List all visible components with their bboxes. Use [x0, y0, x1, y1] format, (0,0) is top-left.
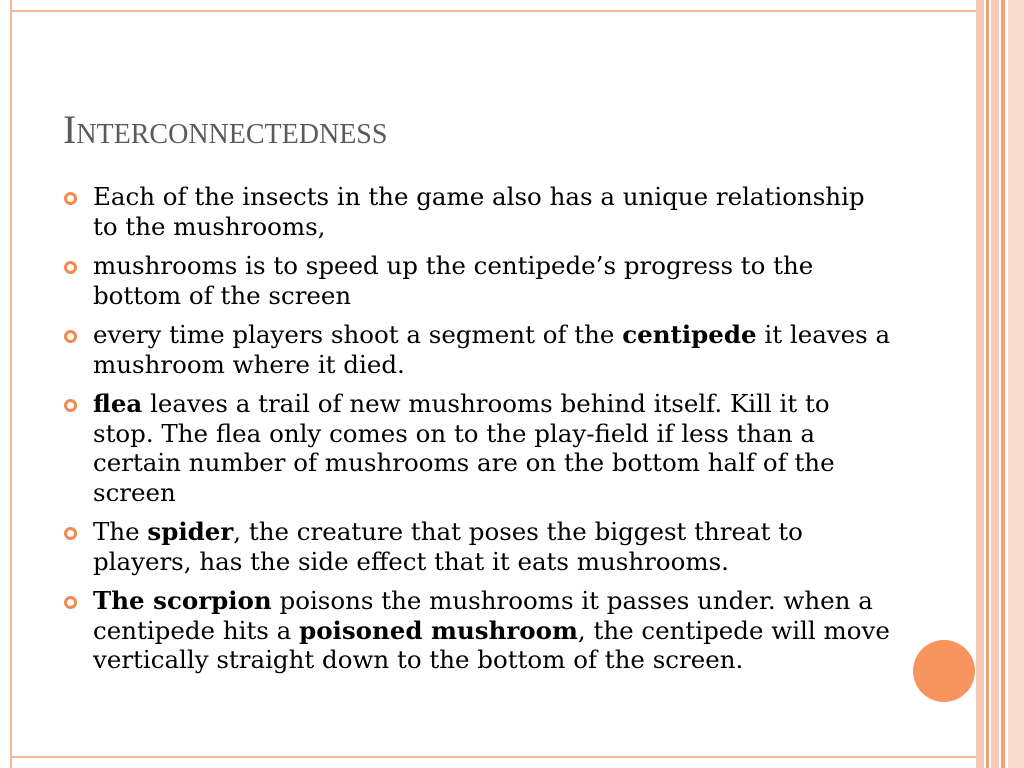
decorative-stripe — [1008, 0, 1024, 768]
bold-term: flea — [93, 389, 143, 418]
bullet-item — [62, 182, 892, 241]
frame-left-border — [10, 0, 12, 768]
bold-term: The scorpion — [93, 586, 272, 615]
text-run: The — [93, 517, 148, 546]
decorative-stripe — [1001, 0, 1005, 768]
decorative-stripe — [986, 0, 989, 768]
bullet-item — [62, 586, 892, 675]
text-run: Each of the insects in the game also has a unique relationship to the mushrooms, — [93, 182, 865, 241]
text-run: , the centipede will move vertically straight down to the bottom of the screen. — [93, 615, 890, 674]
ring-bullet-icon — [64, 399, 77, 412]
decorative-stripe — [991, 0, 999, 768]
bullet-text — [93, 389, 835, 507]
bullet-text — [93, 251, 813, 310]
text-run: every time players shoot a segment of the — [93, 320, 623, 349]
bullet-item — [62, 320, 892, 379]
ring-bullet-icon — [64, 192, 77, 205]
slide-title: Interconnectedness — [63, 107, 388, 152]
bullet-item — [62, 251, 892, 310]
decorative-stripe — [976, 0, 984, 768]
bullet-item — [62, 389, 892, 507]
bullet-text — [93, 182, 865, 241]
bullet-list — [62, 182, 892, 685]
ring-bullet-icon — [64, 261, 77, 274]
frame-top-border — [10, 10, 984, 12]
frame-bottom-border — [10, 756, 984, 758]
ring-bullet-icon — [64, 527, 77, 540]
text-run: poisons the mushrooms it passes under. when a centipede hits a — [93, 586, 873, 645]
text-run: , the creature that poses the biggest threat to players, has the side effect that it eats mushrooms. — [93, 517, 803, 576]
bullet-text — [93, 517, 803, 576]
accent-circle — [913, 640, 975, 702]
text-run: it leaves a mushroom where it died. — [93, 320, 891, 379]
text-run: leaves a trail of new mushrooms behind itself. Kill it to stop. The flea only comes on to the play-field if less than a certain number of mushrooms are on the bottom half of the screen — [93, 389, 835, 507]
text-run: mushrooms is to speed up the centipede’s progress to the bottom of the screen — [93, 251, 814, 310]
bold-term: poisoned mushroom — [299, 615, 578, 645]
bullet-text — [93, 320, 890, 379]
bullet-item — [62, 517, 892, 576]
ring-bullet-icon — [64, 330, 77, 343]
bullet-text — [93, 586, 890, 674]
bold-term: spider — [147, 517, 234, 546]
ring-bullet-icon — [64, 596, 77, 609]
bold-term: centipede — [622, 320, 757, 349]
